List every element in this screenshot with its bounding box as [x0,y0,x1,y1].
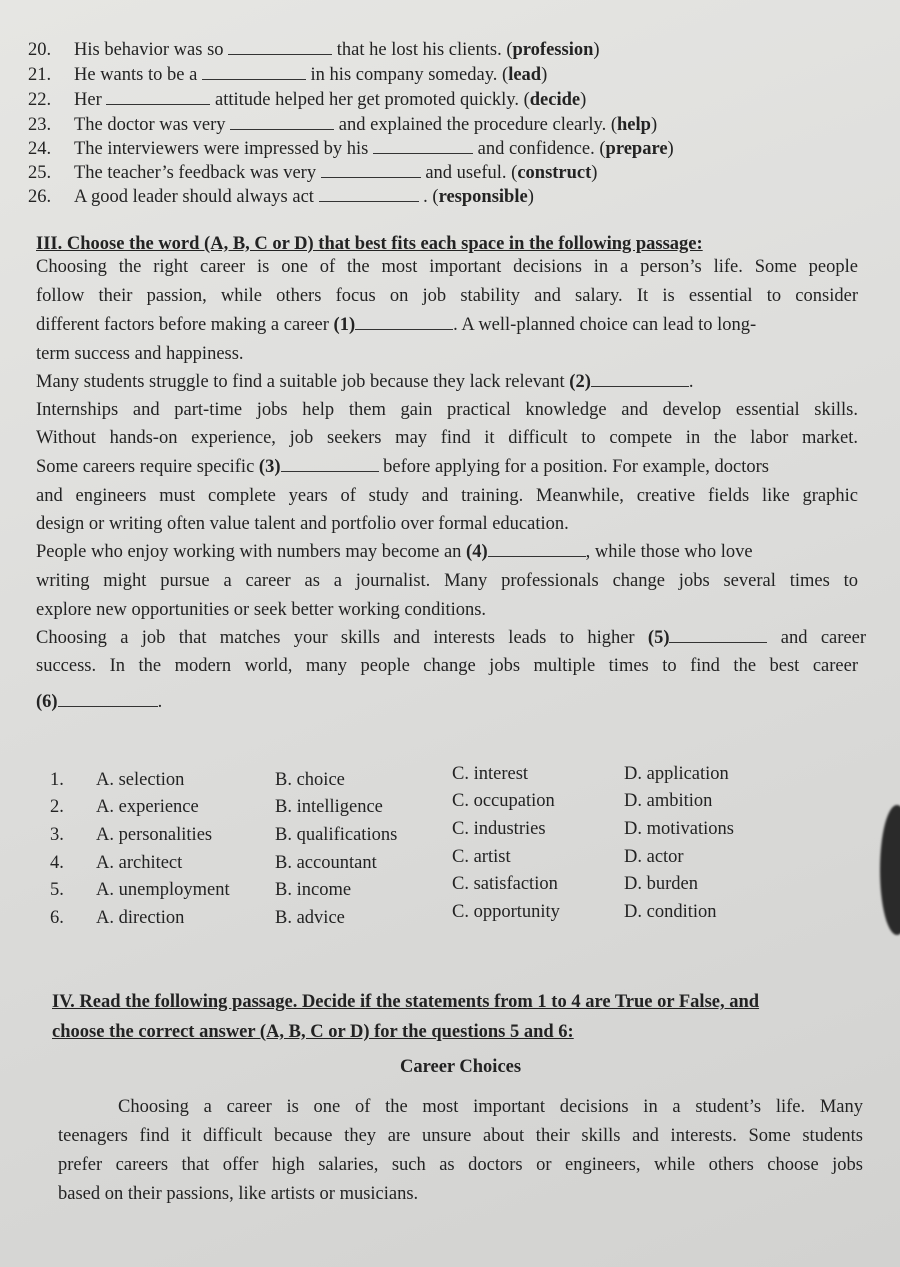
option-b[interactable]: B. income [275,880,352,900]
passage-line: success. In the modern world, many people change jobs multiple times to find the best career [36,656,858,676]
passage-text: , while those who love [585,542,753,562]
closing-paren: ) [667,139,674,159]
passage-text: before applying for a position. For example, doctors [378,457,769,477]
option-c[interactable]: C. opportunity [452,902,560,922]
passage-text: Many students struggle to find a suitable job because they lack relevant [36,372,570,392]
option-number: 3. [50,825,64,845]
passage-line [36,313,756,337]
option-d[interactable]: D. application [624,764,729,784]
word-hint: responsible [438,187,528,207]
answer-blank[interactable] [228,39,332,55]
answer-blank[interactable] [230,114,334,130]
exercise-item [28,185,534,209]
item-text-after: and confidence. ( [473,139,606,159]
gap-number: (1) [333,315,356,335]
item-number: 20. [28,40,52,60]
passage-line: Choosing the right career is one of the most important decisions in a person’s life. Some people [36,257,858,277]
option-number: 4. [50,853,64,873]
answer-blank[interactable] [106,89,210,105]
closing-paren: ) [527,187,534,207]
option-a[interactable]: A. personalities [96,825,213,845]
passage-line: prefer careers that offer high salaries, such as doctors or engineers, while others choose jobs [58,1155,863,1175]
item-number: 23. [28,115,52,135]
passage-line: explore new opportunities or seek better working conditions. [36,600,487,620]
option-b[interactable]: B. accountant [275,853,377,873]
option-d[interactable]: D. ambition [624,791,713,811]
option-a[interactable]: A. direction [96,908,185,928]
word-hint: lead [508,65,542,85]
option-number: 2. [50,797,64,817]
passage-text: and career [767,628,866,648]
passage-line [36,540,753,564]
passage-line: follow their passion, while others focus on job stability and salary. It is essential to consider [36,286,858,306]
option-c[interactable]: C. industries [452,819,546,839]
option-d[interactable]: D. motivations [624,819,734,839]
answer-blank[interactable] [669,627,767,643]
item-text-after: . ( [418,187,439,207]
item-text-before: The interviewers were impressed by his [74,139,373,159]
option-d[interactable]: D. condition [624,902,717,922]
passage-line [36,690,162,714]
answer-blank[interactable] [319,186,419,202]
answer-blank[interactable] [355,314,453,330]
closing-paren: ) [580,90,587,110]
passage-line [36,626,866,650]
finger-shadow [880,805,900,935]
item-text-before: He wants to be a [74,65,202,85]
option-b[interactable]: B. choice [275,770,345,790]
answer-blank[interactable] [591,371,689,387]
item-number: 25. [28,163,52,183]
item-text-after: in his company someday. ( [305,65,509,85]
passage-line: design or writing often value talent and portfolio over formal education. [36,514,569,534]
closing-paren: ) [593,40,600,60]
word-hint: decide [529,90,581,110]
item-number: 24. [28,139,52,159]
option-c[interactable]: C. interest [452,764,529,784]
passage-text: . [157,692,163,712]
option-a[interactable]: A. architect [96,853,183,873]
section3-heading: III. Choose the word (A, B, C or D) that best fits each space in the following passage: [36,234,703,254]
passage-text: . [688,372,694,392]
passage-text: different factors before making a career [36,315,334,335]
answer-blank[interactable] [321,162,421,178]
option-d[interactable]: D. actor [624,847,684,867]
item-text-before: A good leader should always act [74,187,319,207]
passage-text: People who enjoy working with numbers may become an [36,542,467,562]
option-c[interactable]: C. artist [452,847,511,867]
option-d[interactable]: D. burden [624,874,698,894]
passage-line: writing might pursue a career as a journalist. Many professionals change jobs several times to [36,571,858,591]
exercise-item [28,88,586,112]
passage-line [36,370,693,394]
passage-line [36,455,769,479]
option-a[interactable]: A. experience [96,797,199,817]
passage-line: term success and happiness. [36,344,244,364]
exercise-item [28,38,600,62]
section4-heading-line1: IV. Read the following passage. Decide if the statements from 1 to 4 are True or False, and [52,992,760,1012]
exercise-item [28,63,547,87]
answer-blank[interactable] [58,691,158,707]
item-text-after: and explained the procedure clearly. ( [334,115,618,135]
exercise-item [28,137,674,161]
item-text-before: His behavior was so [74,40,229,60]
answer-blank[interactable] [202,64,306,80]
passage-line: Choosing a career is one of the most important decisions in a student’s life. Many [118,1097,863,1117]
option-c[interactable]: C. satisfaction [452,874,558,894]
gap-number: (4) [466,542,488,562]
word-hint: profession [512,40,594,60]
option-b[interactable]: B. intelligence [275,797,383,817]
gap-number: (6) [36,692,58,712]
word-hint: help [617,115,651,135]
answer-blank[interactable] [281,456,379,472]
item-text-after: that he lost his clients. ( [332,40,513,60]
exercise-item [28,161,597,185]
gap-number: (3) [258,457,281,477]
passage-text: Choosing a job that matches your skills and interests leads to higher [36,628,648,648]
option-c[interactable]: C. occupation [452,791,555,811]
option-a[interactable]: A. selection [96,770,185,790]
option-number: 5. [50,880,64,900]
closing-paren: ) [591,163,598,183]
option-b[interactable]: B. qualifications [275,825,398,845]
item-text-after: and useful. ( [420,163,518,183]
section4-heading-line2: choose the correct answer (A, B, C or D) for the questions 5 and 6: [52,1022,574,1042]
option-number: 1. [50,770,64,790]
item-text-before: The doctor was very [74,115,231,135]
item-text-before: The teacher’s feedback was very [74,163,321,183]
item-text-before: Her [74,90,107,110]
option-a[interactable]: A. unemployment [96,880,230,900]
gap-number: (2) [569,372,591,392]
passage-line: teenagers find it difficult because they are unsure about their skills and interests. Some students [58,1126,863,1146]
item-number: 26. [28,187,52,207]
closing-paren: ) [541,65,548,85]
passage-text: . A well-planned choice can lead to long- [453,315,757,335]
passage-line: Internships and part-time jobs help them gain practical knowledge and develop essential skills. [36,400,858,420]
passage-line: and engineers must complete years of study and training. Meanwhile, creative fields like graphic [36,486,858,506]
item-text-after: attitude helped her get promoted quickly. ( [210,90,530,110]
word-hint: construct [517,163,592,183]
passage-text: Some careers require specific [36,457,259,477]
word-hint: prepare [605,139,668,159]
gap-number: (5) [647,628,670,648]
passage-title: Career Choices [400,1057,522,1077]
closing-paren: ) [650,115,658,135]
answer-blank[interactable] [373,138,473,154]
item-number: 22. [28,90,52,110]
answer-blank[interactable] [488,541,586,557]
item-number: 21. [28,65,52,85]
passage-line: Without hands-on experience, job seekers may find it difficult to compete in the labor market. [36,428,858,448]
passage-line: based on their passions, like artists or musicians. [58,1184,419,1204]
exercise-item [28,113,657,137]
option-number: 6. [50,908,64,928]
option-b[interactable]: B. advice [275,908,345,928]
